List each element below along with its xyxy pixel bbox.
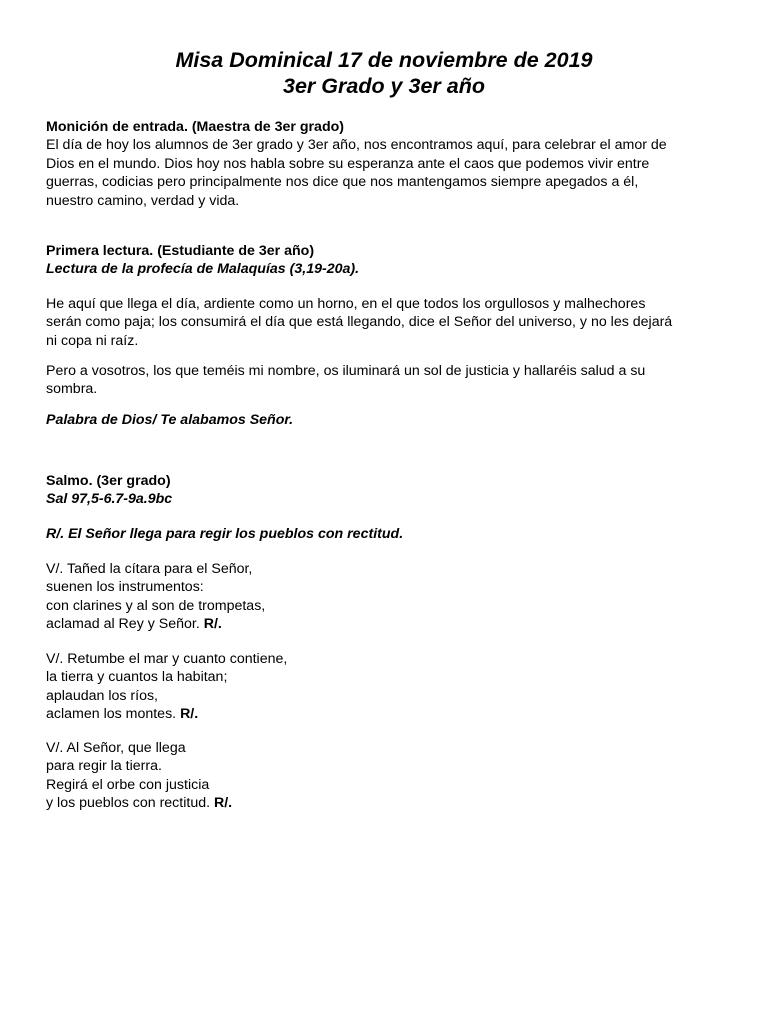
refrain-marker: R/. (203, 616, 222, 633)
primera-lectura-closing-block (46, 411, 726, 429)
monicion-line: El día de hoy los alumnos de 3er grado y 3er año, nos encontramos aquí, para celebrar el amor de (46, 137, 667, 154)
salmo-reference: Sal 97,5-6.7-9a.9bc (46, 491, 173, 508)
stanza-line (46, 794, 726, 812)
primera-lectura-heading-block (46, 242, 726, 279)
stanza-line: aplaudan los ríos, (46, 687, 158, 704)
primera-lectura-reference: Lectura de la profecía de Malaquías (3,19-20a). (46, 261, 360, 278)
stanza-line: para regir la tierra. (46, 758, 162, 775)
primera-lectura-paragraph-1 (46, 295, 726, 350)
monicion-heading: Monición de entrada. (Maestra de 3er grado) (46, 119, 344, 135)
salmo-response-block (46, 525, 726, 543)
salmo-heading (46, 472, 726, 490)
refrain-marker: R/. (180, 706, 199, 723)
stanza-line: Regirá el orbe con justicia (46, 776, 210, 793)
primera-lectura-closing: Palabra de Dios/ Te alabamos Señor. (46, 412, 294, 428)
salmo-stanza-3 (46, 739, 726, 813)
stanza-line: V/. Tañed la cítara para el Señor, (46, 561, 253, 577)
lectura-line: sombra. (46, 381, 98, 398)
salmo-stanza-2 (46, 650, 726, 724)
primera-lectura-heading: Primera lectura. (Estudiante de 3er año) (46, 243, 315, 259)
stanza-line (46, 615, 726, 633)
salmo-heading-block (46, 472, 726, 509)
lectura-line: He aquí que llega el día, ardiente como un horno, en el que todos los orgullosos y malhechores (46, 296, 646, 312)
salmo-response: R/. El Señor llega para regir los pueblos con rectitud. (46, 526, 404, 542)
stanza-last-text: aclamad al Rey y Señor. (46, 616, 204, 633)
monicion-line: nuestro camino, verdad y vida. (46, 192, 240, 209)
monicion-line: guerras, codicias pero principalmente nos dice que nos mantengamos siempre apegados a él, (46, 174, 639, 191)
stanza-line: V/. Retumbe el mar y cuanto contiene, (46, 651, 288, 667)
stanza-line: suenen los instrumentos: (46, 579, 204, 596)
monicion-section (46, 118, 726, 210)
salmo-stanza-1 (46, 560, 726, 634)
lectura-line: Pero a vosotros, los que teméis mi nombre, os iluminará un sol de justicia y hallaréis salud a su (46, 363, 646, 379)
lectura-line: ni copa ni raíz. (46, 332, 139, 349)
page-title: Misa Dominical 17 de noviembre de 2019 (175, 48, 593, 72)
stanza-line (46, 705, 726, 723)
primera-lectura-paragraph-2 (46, 362, 726, 399)
stanza-line: V/. Al Señor, que llega (46, 740, 186, 756)
stanza-line: la tierra y cuantos la habitan; (46, 669, 228, 686)
stanza-last-text: y los pueblos con rectitud. (46, 795, 214, 812)
refrain-marker: R/. (213, 795, 233, 812)
lectura-line: serán como paja; los consumirá el día que está llegando, dice el Señor del universo, y no les dejará (46, 314, 673, 331)
stanza-line: con clarines y al son de trompetas, (46, 597, 266, 614)
salmo-heading-label: Salmo (46, 473, 89, 489)
page-subtitle: 3er Grado y 3er año (283, 74, 485, 98)
monicion-line: Dios en el mundo. Dios hoy nos habla sobre su esperanza ante el caos que podemos vivir entre (46, 155, 650, 172)
stanza-last-text: aclamen los montes. (46, 706, 181, 723)
salmo-heading-rest: . (3er grado) (88, 473, 171, 489)
